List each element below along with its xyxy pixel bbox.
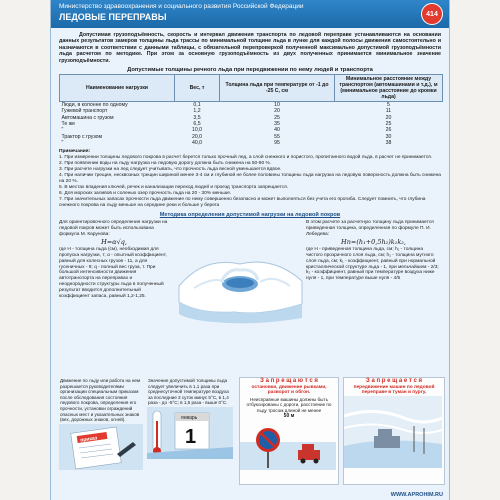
lebedev-formula: Hп=(h₁+0,5h₂)k₁k₂, <box>341 237 406 246</box>
note-item: 2. При появлении воды на льду нагрузка на ледовую дорогу должна быть снижена на 50-90 %. <box>59 161 272 167</box>
table-cell: 40,0 <box>191 139 203 146</box>
method-left-intro: Для ориентировочного определения нагрузки на ледовой покров может быть использована формула М. Карунова: <box>59 220 168 237</box>
table-header-cell: Наименование нагрузки <box>60 75 175 102</box>
note-item: 3. При расчете нагрузки на лед следует учитывать, что прочность льда весной уменьшается вдвое. <box>59 167 282 173</box>
table-row <box>60 140 443 146</box>
intro-paragraph: Допустимая грузоподъёмность, скорость и интервал движения транспорта по ледовой переправе устанавливаются на основании данных результатов замеров толщины льда трассы по минимальной толщине льда в лунке для каждой полосы движения самостоятельно и назначаются в соответствии с данными таблицы, с обязательной перепроверкой полученной максимально допустимой грузоподъёмности льда расчетом по методике. При этом за основную грузоподъёмность из двух полученных принимается минимальное значение грузоподъёмности. <box>59 32 441 64</box>
table-title: Допустимые толщины речного льда при передвижении по нему людей и транспорта <box>127 67 373 74</box>
stop-warning-panel <box>239 377 339 485</box>
towing-text: Неисправные машины должны быть отбуксированы с дороги, расстояние по льду тросом длиной не менее <box>246 396 332 413</box>
method-columns <box>59 220 441 330</box>
note-item: 4. При наличии трещин, несквозных трещин шириной менее 3-4 см и глубиной не более половины толщины льда нагрузка на ледовую поверхность должна быть снижена на 20 %. <box>59 173 441 185</box>
order-document-illustration <box>59 424 143 470</box>
method-left-definitions: где H - толщина льда (см), необходимая для пропуска нагрузки, т; α - опытный коэффициент, равный для колесных грузов - 11, а для гусеничных - 9; q - полный вес груза, т. При большой интенсивности движения автотранспорта на переправах и неоднородности структуры льда в полученный результат вводится дополнительный коэффициент запаса, равный 1,2-1,25. <box>59 247 167 299</box>
order-panel-text: Движение по льду или работа на нем разрешается руководителями организации специальным приказом после обследования состояния ледового покрова, определения его прочности, установки ограждений опасных мест и указательных знаков (вех, дорожных знаков, огней). <box>60 378 141 423</box>
notes-heading: Примечания: <box>59 149 91 155</box>
poster-header <box>51 0 449 28</box>
table-cell: Трактор с грузом <box>61 133 103 140</box>
fog-warning-heading: З а п р е щ а е т с я <box>366 378 422 384</box>
calendar-day: 1 <box>185 425 197 448</box>
table-cell: 6,5 <box>193 120 201 127</box>
table-cell: 10,0 <box>191 127 203 134</box>
thermometer-calendar-illustration <box>147 407 233 459</box>
ice-hole-illustration <box>174 226 306 326</box>
temperature-panel <box>147 377 233 483</box>
stop-warning-subtitle: остановки, движение рывками, разворот и обгон. <box>251 384 327 396</box>
method-right-column <box>306 220 441 282</box>
table-body <box>60 102 443 147</box>
calendar-month: январь <box>181 414 198 421</box>
table-header-cell: Вес, т <box>175 75 220 102</box>
table-cell: Люди, в колонне по одному <box>61 102 128 109</box>
notes-block <box>59 149 441 209</box>
ice-thickness-table <box>59 74 443 146</box>
table-cell: 0,1 <box>193 102 201 109</box>
table-cell: Гужевой транспорт <box>61 108 108 115</box>
table-cell: 40 <box>274 127 280 134</box>
note-item: 1. При измерении толщины ледового покрова в расчет берется только прочный лед, а слой снежного и пористого, пропитанного водой льда, в расчет не принимается. <box>59 155 433 161</box>
table-cell: " <box>61 127 64 134</box>
table-cell: 38 <box>385 139 392 146</box>
table-cell: 20,0 <box>191 133 203 140</box>
table-header-row <box>60 75 443 102</box>
towing-illustration <box>240 420 336 470</box>
table-cell: Автомашина с грузом <box>61 114 114 121</box>
fog-warning-panel <box>343 377 445 485</box>
poster-number-badge: 414 <box>421 3 443 25</box>
method-title: Методика определения допустимой нагрузки на ледовой покров <box>159 212 341 219</box>
poster-sheet <box>50 0 450 500</box>
footer-website[interactable]: WWW.APROHIM.RU <box>390 492 443 498</box>
table-cell: 30 <box>385 133 392 140</box>
table-cell: 35 <box>274 120 280 127</box>
order-panel <box>59 377 143 483</box>
table-cell: 5 <box>387 102 390 109</box>
stop-warning-heading: З а п р е щ а ю т с я <box>260 378 318 384</box>
temperature-panel-text: Значение допустимой толщины льда следует увеличить в 1,1 раза при среднесуточной температуре воздуха за последние 3 суток минус 5°С, в 1,4 раза - до -5°С; в 1,5 раза - выше 0°С. <box>148 378 229 406</box>
order-sign-label: приказ <box>79 435 98 444</box>
note-item: 5. В местах впадения ключей, речек и канализации переход людей и проезд транспорта запрещается. <box>59 185 289 191</box>
note-item: 7. При значительных запасах прочности льда движение по нему совершенно безопасно и может выполняться без учета его прогиба. Следует помнить, что глубина снежного покрова на льду меньше на середине реки и больше у берега <box>59 197 426 209</box>
method-right-intro: В этом расчете за расчетную толщину льда принимается приведенная толщина, определенная по формуле П. И. Лебедева: <box>306 220 434 237</box>
blizzard-illustration <box>344 396 442 468</box>
table-cell: 11 <box>385 108 392 115</box>
poster-title: ЛЕДОВЫЕ ПЕРЕПРАВЫ <box>59 12 167 22</box>
table-row <box>60 102 443 109</box>
note-item: 6. Для морских заливов и соленых озер прочность льда на 20 - 30% меньше. <box>59 191 232 197</box>
table-cell: 26 <box>385 127 392 134</box>
table-cell: " <box>61 139 64 146</box>
ministry-name: Министерство здравоохранения и социального развития Российской Федерации <box>59 3 304 10</box>
table-cell: 95 <box>274 139 280 146</box>
table-cell: Те же <box>61 120 76 127</box>
table-header-cell: Минимальное расстояние между транспортом (автомашинами и т.д.), м (минимальное расстояние до кромки льда) <box>335 75 443 102</box>
table-cell: 20 <box>385 114 392 121</box>
bottom-panels <box>59 377 441 485</box>
table-cell: 3,5 <box>193 114 201 121</box>
towing-distance: 50 м <box>283 413 295 420</box>
table-header-cell: Толщина льда при температуре от -1 до -25 С, см <box>220 75 335 102</box>
table-cell: 1,2 <box>193 108 201 115</box>
notes-list <box>59 155 441 209</box>
table-cell: 10 <box>274 102 280 109</box>
method-right-definitions: где H - приведенная толщина льда, см; h₁ - толщина чистого прозрачного слоя льда, см; h₂ - толщина мутного слоя льда, см; k₁ - коэффициент, равный при нормальной кристаллической структуре льда - 1, при мельчайшем - 2/3; k₂ - коэффициент, равный при температуре воздуха ниже нуля - 1, при температуре выше нуля - 4/5 <box>306 247 439 282</box>
table-cell: 20 <box>274 108 280 115</box>
table-cell: 55 <box>274 133 280 140</box>
table-cell: 25 <box>385 120 392 127</box>
karunov-formula: H=α√q, <box>101 237 127 246</box>
method-left-column <box>59 220 169 299</box>
table-cell: 25 <box>274 114 280 121</box>
fog-warning-subtitle: передвижение машин по ледовой переправе в туман и пургу. <box>353 384 435 396</box>
